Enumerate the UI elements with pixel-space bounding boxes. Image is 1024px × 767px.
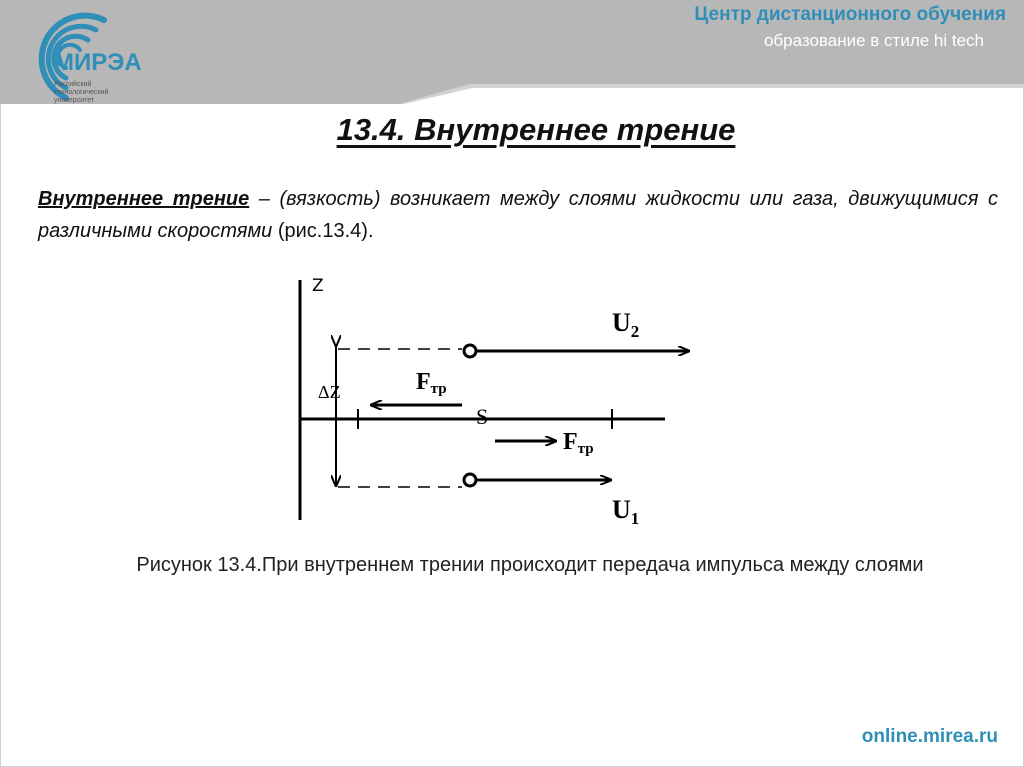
center-name: Центр дистанционного обучения (694, 4, 1006, 25)
u1-letter: U (612, 495, 631, 524)
slide-title: 13.4. Внутреннее трение (336, 112, 736, 147)
logo-line2: технологический (54, 89, 109, 96)
f-top-subscript: тр (430, 381, 447, 397)
surface-label: S (476, 404, 489, 429)
logo-name: МИРЭА (54, 49, 142, 76)
mirea-logo (8, 6, 178, 110)
definition-body: (вязкость) возникает между слоями жидкости или газа, движущимися с различными скоростями (38, 188, 998, 242)
logo-line3: университет (54, 97, 95, 104)
logo-line1: Российский (54, 81, 92, 88)
center-tagline: образование в стиле hi tech (763, 31, 984, 50)
site-link[interactable]: online.mirea.ru (861, 726, 998, 747)
u2-label (612, 308, 639, 341)
definition-dash: – (249, 188, 280, 210)
friction-figure (270, 265, 710, 530)
definition-ref: (рис.13.4). (272, 220, 374, 242)
layer-point-bottom (464, 474, 476, 486)
z-axis-label: Z (312, 276, 324, 296)
f-top-label (416, 369, 447, 397)
f-bottom-letter: F (563, 429, 578, 455)
u2-subscript: 2 (630, 322, 640, 341)
f-bottom-subscript: тр (577, 441, 594, 457)
u1-label (612, 495, 639, 528)
u1-subscript: 1 (630, 509, 640, 528)
delta-z-label: ΔZ (318, 382, 341, 402)
figure-caption: Рисунок 13.4.При внутреннем трении происходит передача импульса между слоями (136, 554, 924, 576)
definition-term: Внутреннее трение (38, 188, 250, 210)
u2-letter: U (612, 308, 631, 337)
f-bottom-label (563, 429, 594, 457)
definition-paragraph (38, 183, 998, 247)
f-top-letter: F (416, 369, 431, 395)
layer-point-top (464, 345, 476, 357)
